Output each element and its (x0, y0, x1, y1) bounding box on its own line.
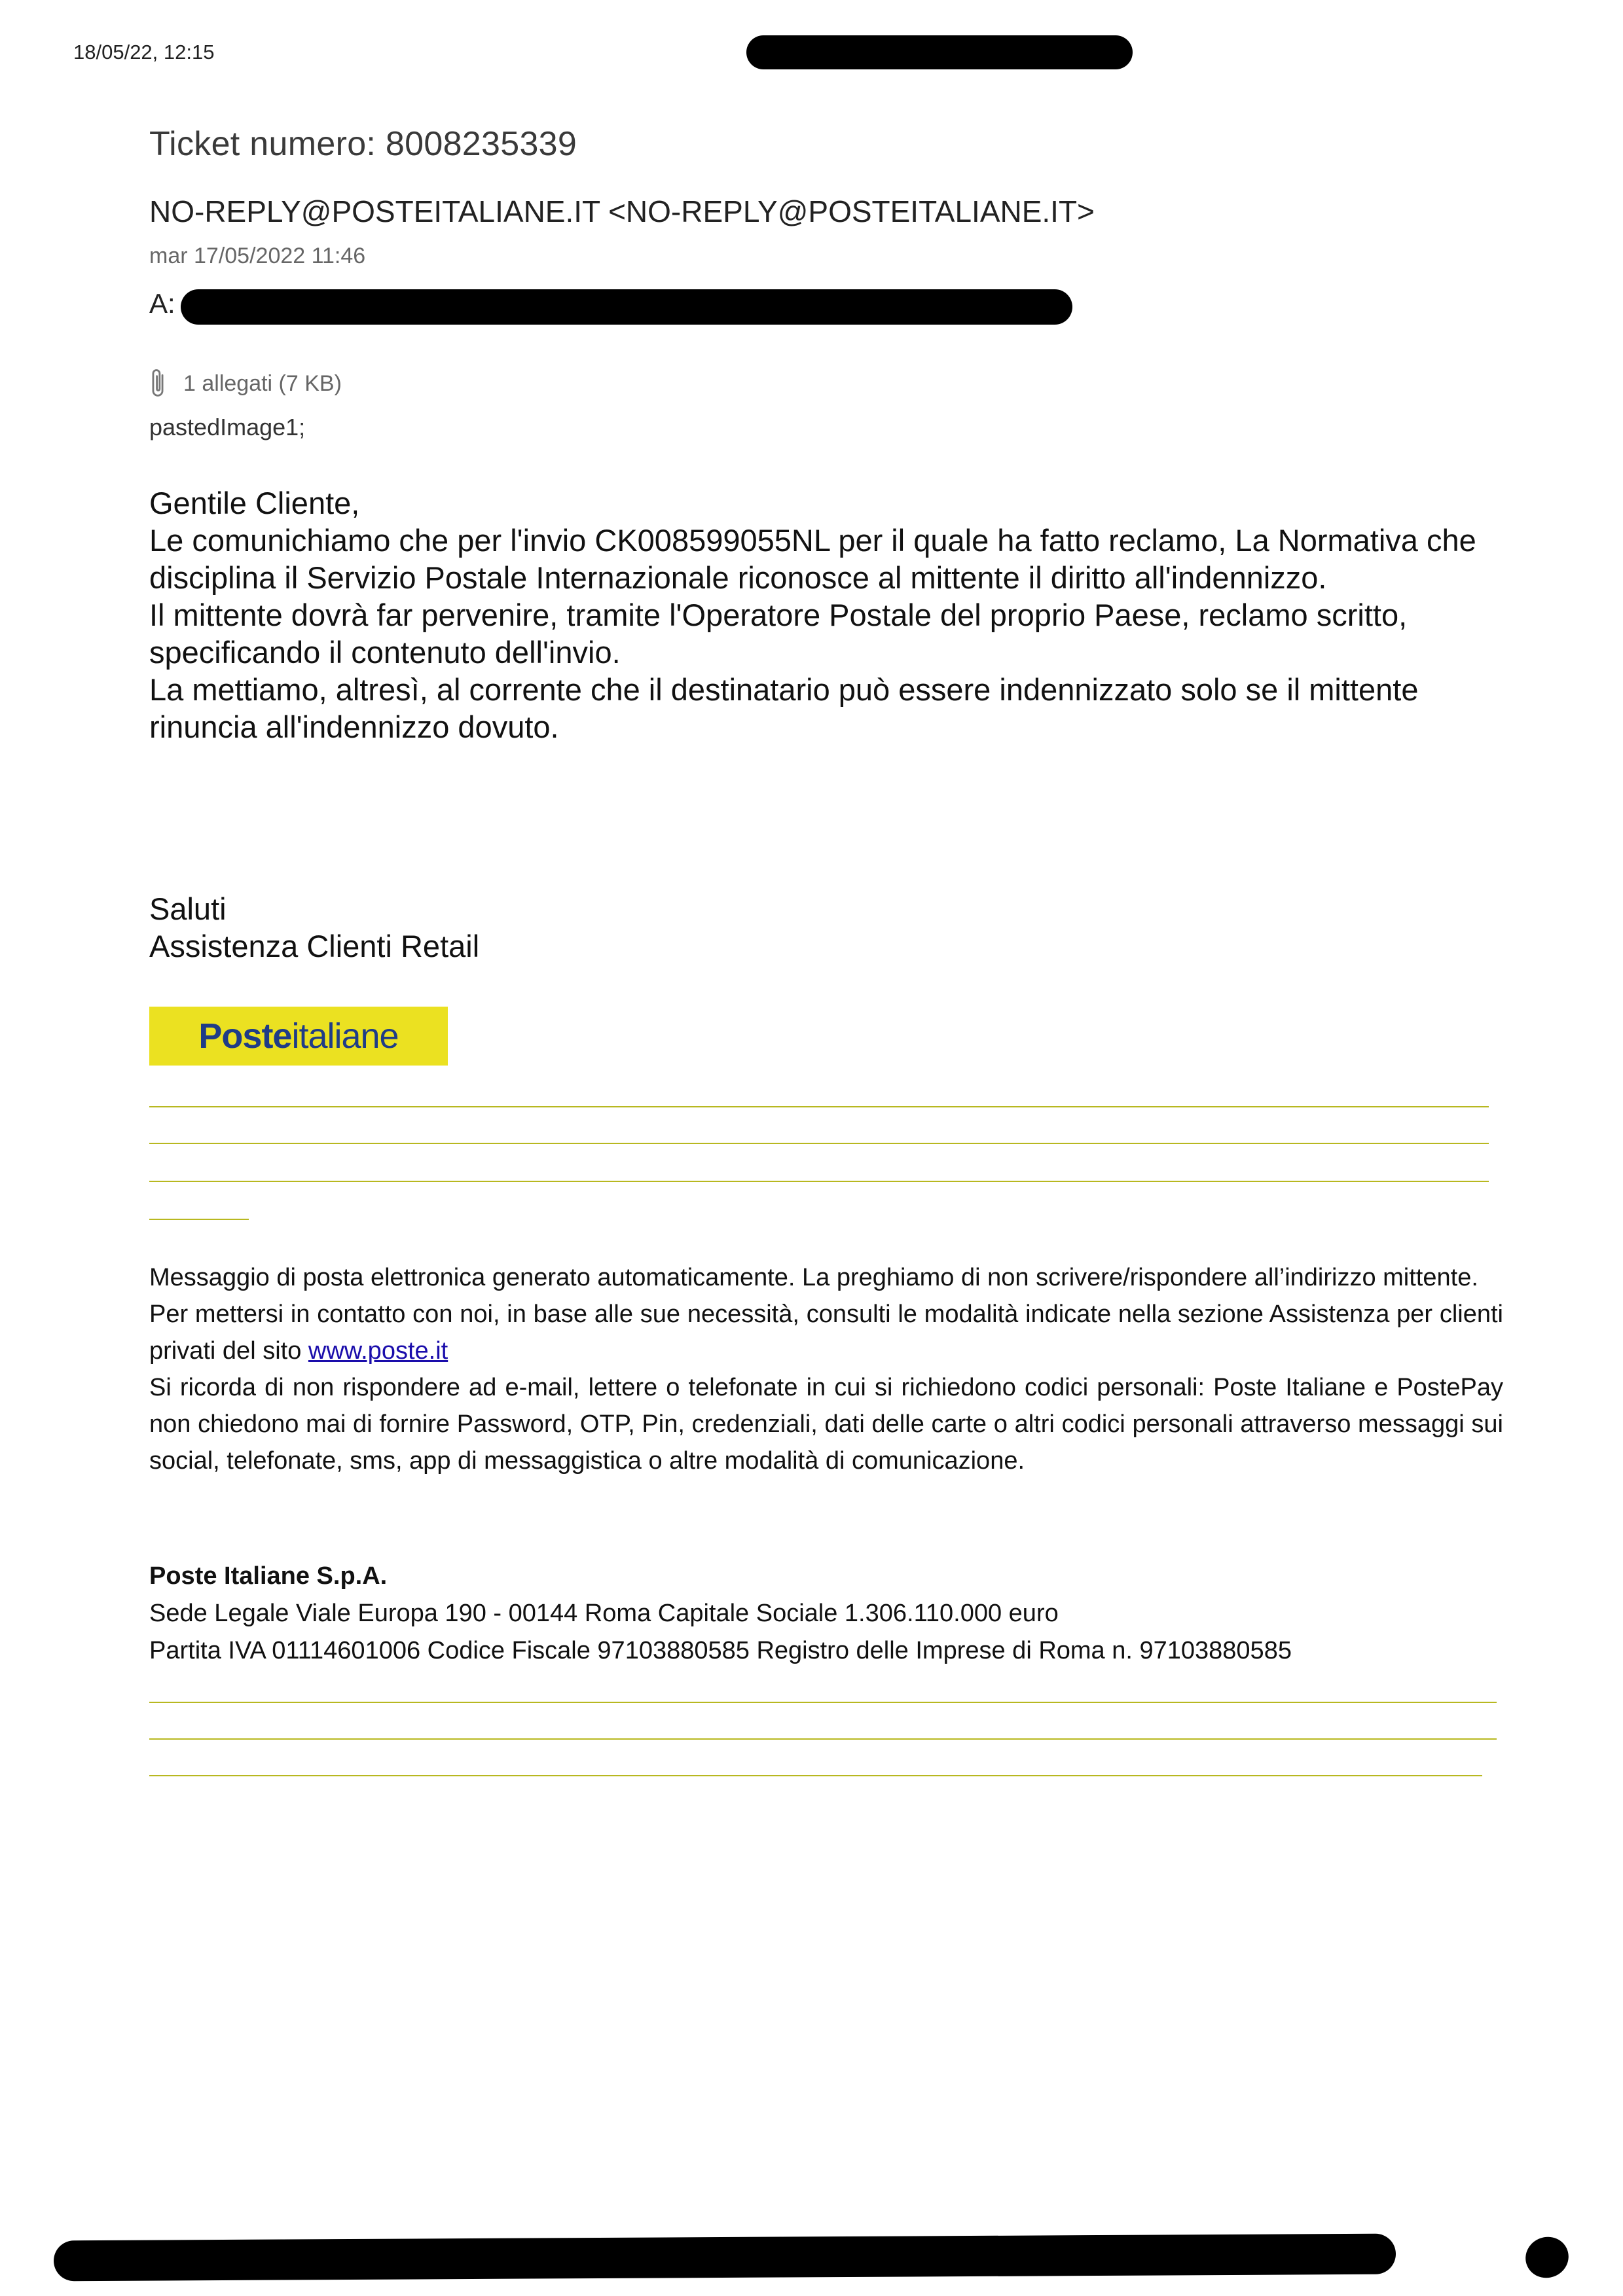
body-paragraph-2: Il mittente dovrà far pervenire, tramite l'Operatore Postale del proprio Paese, reclamo scritto, specificando il contenuto dell'invio. (149, 598, 1408, 670)
separator-line (149, 1702, 1497, 1703)
body-paragraph-1: Le comunichiamo che per l'invio CK008599055NL per il quale ha fatto reclamo, La Normativa che disciplina il Servizio Postale Internazionale riconosce al mittente il diritto all'indennizzo. (149, 523, 1476, 595)
redaction-mark-footer (54, 2234, 1396, 2282)
company-registry: Partita IVA 01114601006 Codice Fiscale 97103880585 Registro delle Imprese di Roma n. 97103880585 (149, 1637, 1292, 1664)
attachments-summary: 1 allegati (7 KB) (183, 370, 342, 396)
body-paragraph-3: La mettiamo, altresì, al corrente che il destinatario può essere indennizzato solo se il mittente rinuncia all'indennizzo dovuto. (149, 672, 1419, 744)
logo-text-bold: Poste (198, 1016, 292, 1056)
redaction-mark-top (746, 35, 1133, 69)
redaction-mark-recipient (181, 289, 1072, 325)
recipient-label: A: (149, 288, 175, 319)
redaction-mark-corner (1520, 2231, 1574, 2284)
email-subject: Ticket numero: 8008235339 (149, 125, 577, 163)
company-address: Sede Legale Viale Europa 190 - 00144 Roma Capitale Sociale 1.306.110.000 euro (149, 1600, 1059, 1627)
poste-italiane-logo (149, 1007, 448, 1066)
email-sent-date: mar 17/05/2022 11:46 (149, 243, 366, 268)
body-greeting: Gentile Cliente, (149, 486, 360, 520)
separator-line (149, 1738, 1497, 1740)
footer-contact (149, 1296, 1503, 1369)
attachments-summary-row[interactable] (147, 368, 342, 399)
company-name: Poste Italiane S.p.A. (149, 1562, 388, 1590)
footer-contact-text: Per mettersi in contatto con noi, in base alle sue necessità, consulti le modalità indicate nella sezione Assistenza per clienti privati del sito (149, 1300, 1503, 1365)
poste-website-link[interactable]: www.poste.it (308, 1337, 448, 1365)
logo-text-regular: italiane (291, 1016, 399, 1056)
footer-auto-message: Messaggio di posta elettronica generato automaticamente. La preghiamo di non scrivere/rispondere all’indirizzo mittente. (149, 1264, 1478, 1291)
separator-line (149, 1775, 1482, 1776)
separator-line (149, 1143, 1489, 1144)
closing-salutation: Saluti (149, 891, 227, 926)
company-info (149, 1558, 1292, 1670)
print-timestamp: 18/05/22, 12:15 (73, 41, 215, 63)
email-body (149, 484, 1524, 745)
closing-signature: Assistenza Clienti Retail (149, 929, 480, 963)
paperclip-icon (147, 368, 169, 399)
footer-security-notice: Si ricorda di non rispondere ad e-mail, lettere o telefonate in cui si richiedono codici personali: Poste Italiane e PostePay non chiedono mai di fornire Password, OTP, Pin, credenziali, dati delle carte o altri codici personali attraverso messaggi sui social, telefonate, sms, app di messaggistica o altre modalità di comunicazione. (149, 1374, 1503, 1475)
email-sender[interactable]: NO-REPLY@POSTEITALIANE.IT <NO-REPLY@POSTEITALIANE.IT> (149, 194, 1095, 228)
separator-line-short (149, 1219, 249, 1220)
attachment-name[interactable]: pastedImage1; (149, 414, 306, 440)
separator-line (149, 1181, 1489, 1182)
separator-line (149, 1106, 1489, 1107)
email-closing (149, 890, 479, 965)
footer-disclaimer (149, 1259, 1503, 1479)
